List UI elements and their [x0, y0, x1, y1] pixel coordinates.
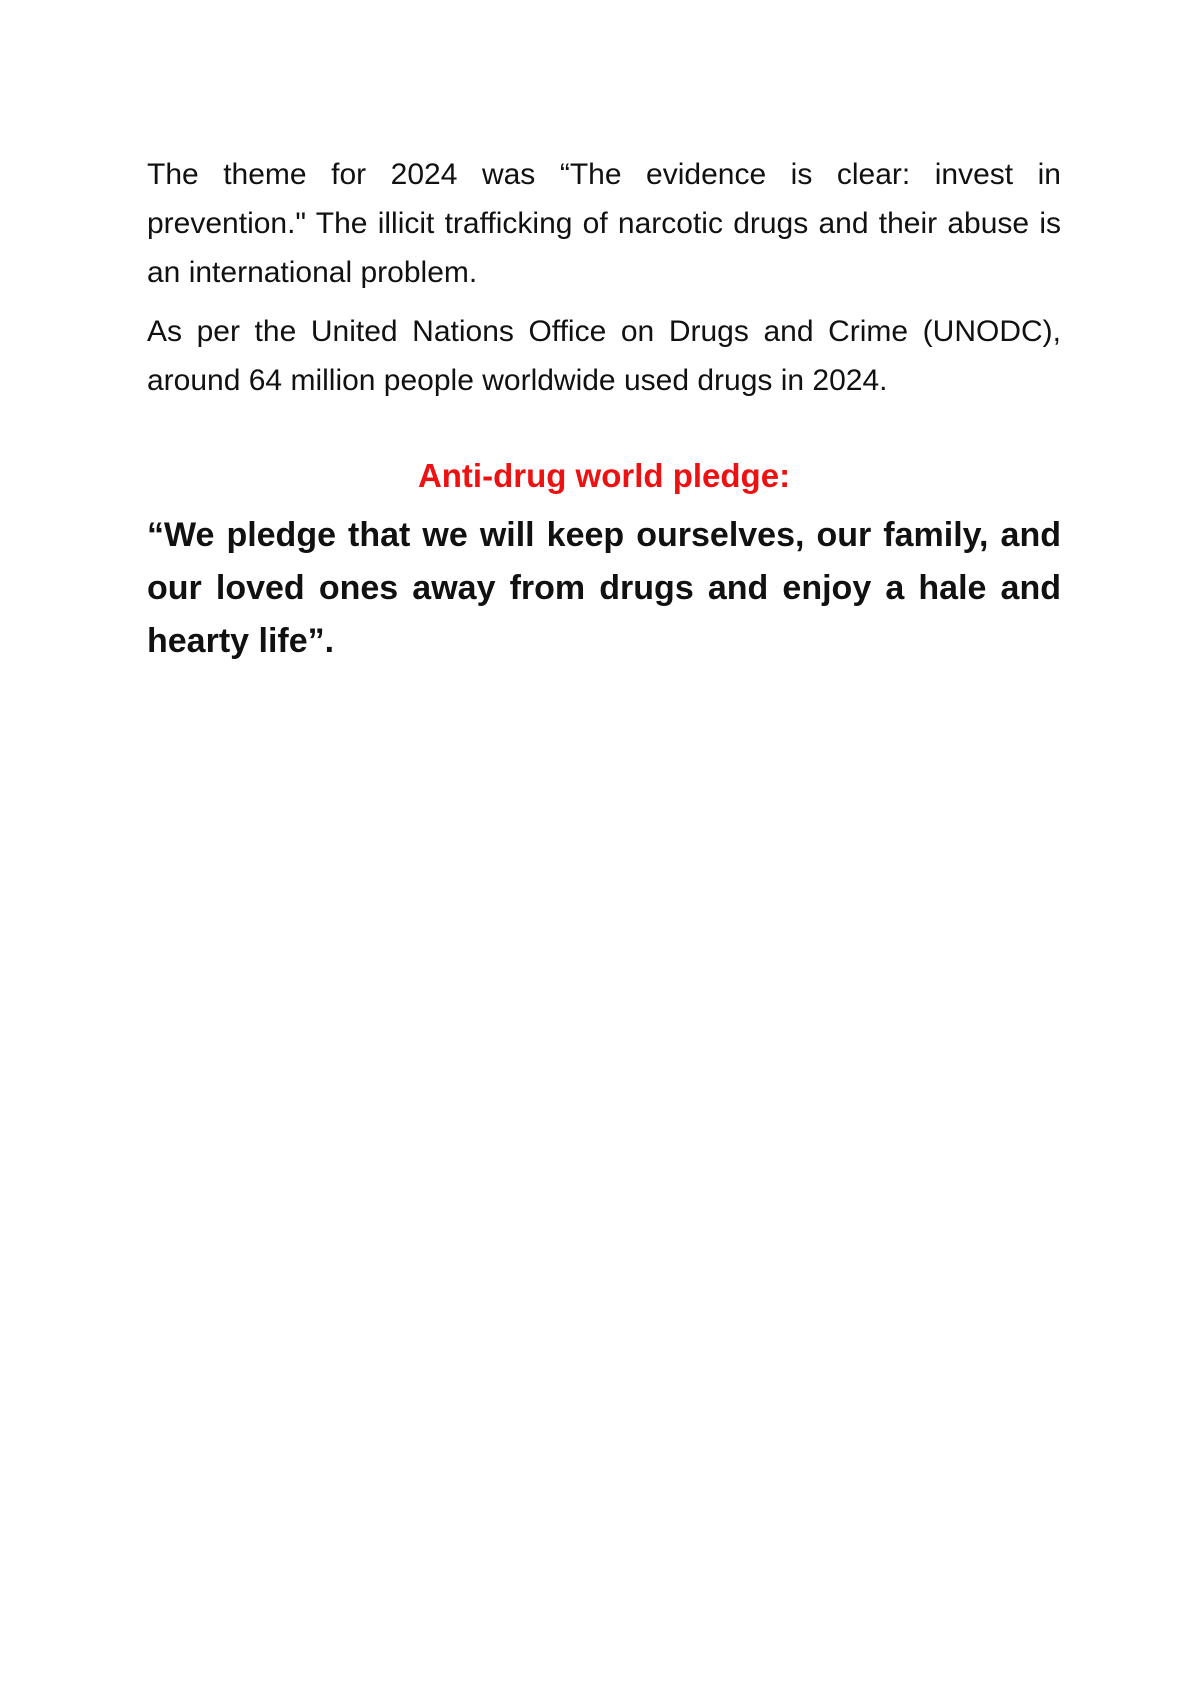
document-body — [147, 150, 1061, 668]
unodc-paragraph: As per the United Nations Office on Drugs and Crime (UNODC), around 64 million people worldwide used drugs in 2024. — [147, 315, 1061, 397]
pledge-heading: Anti-drug world pledge: — [417, 457, 791, 494]
theme-paragraph: The theme for 2024 was “The evidence is clear: invest in prevention." The illicit trafficking of narcotic drugs and their abuse is an international problem. — [147, 158, 1061, 289]
pledge-text: “We pledge that we will keep ourselves, our family, and our loved ones away from drugs and enjoy a hale and hearty life”. — [147, 516, 1061, 660]
